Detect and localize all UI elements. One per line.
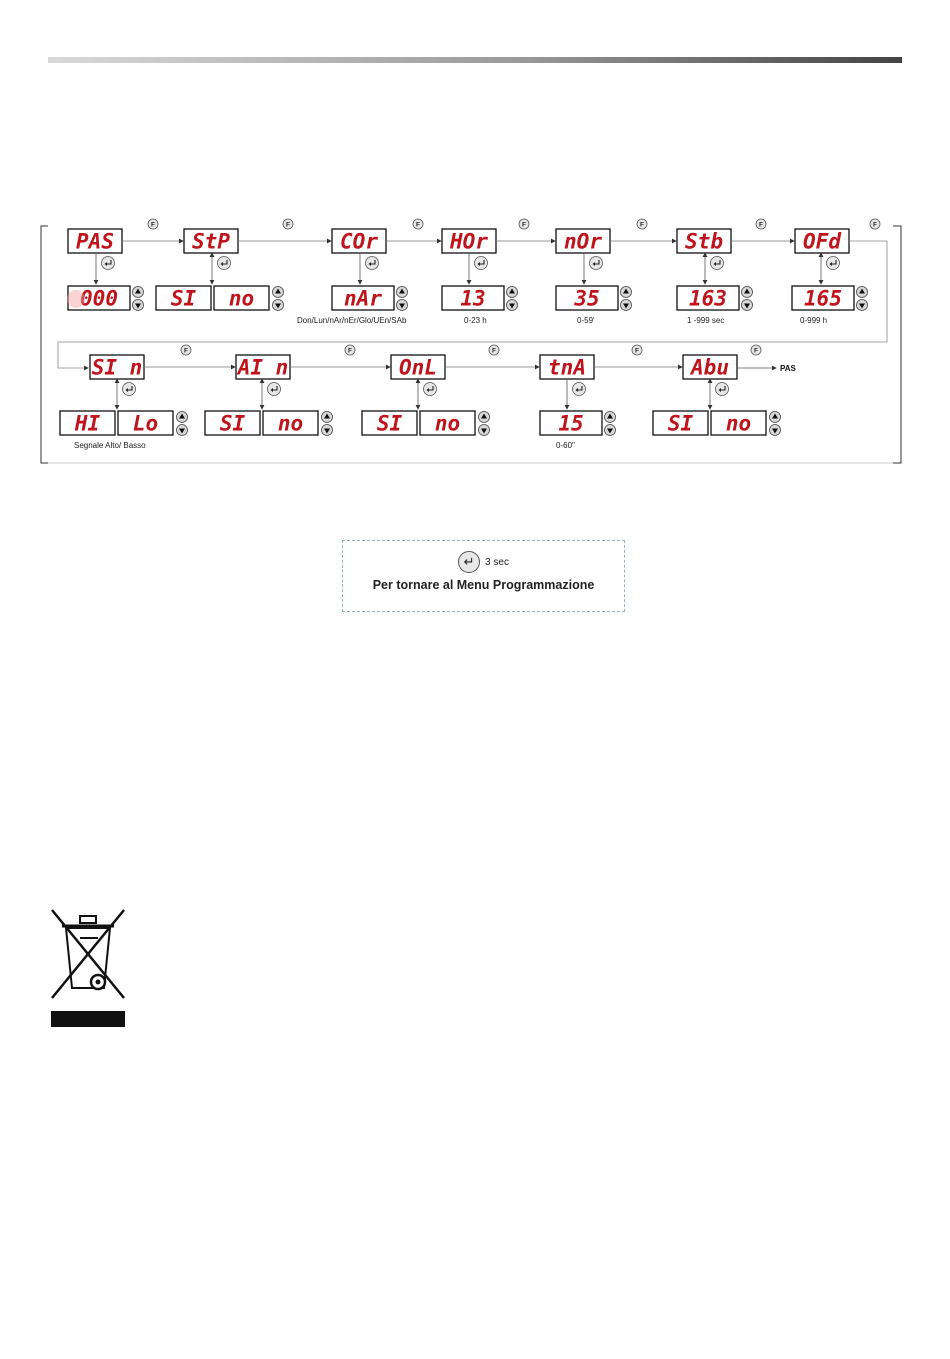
param-abu-value-1: no xyxy=(725,411,752,436)
param-stp-value-1: no xyxy=(228,286,255,311)
end-label-pas: PAS xyxy=(780,364,796,373)
param-hor-range-label: 0-23 h xyxy=(464,316,487,325)
param-nor-range-label: 0-59' xyxy=(577,316,595,325)
param-tna-range-label: 0-60" xyxy=(556,441,575,450)
param-tna-value-0: 15 xyxy=(558,411,584,436)
param-abu-value-0: SI xyxy=(667,411,694,436)
param-hor-value-0: 13 xyxy=(460,286,486,311)
param-ofd-f-key-icon-label: F xyxy=(873,221,877,229)
param-tna-f-key-icon-label: F xyxy=(635,347,639,355)
blink-indicator xyxy=(67,290,85,308)
param-si-n-value-0: HI xyxy=(74,411,101,436)
param-pas-f-key-icon-label: F xyxy=(151,221,155,229)
hold-duration: 3 sec xyxy=(485,556,509,568)
param-stb-enter-icon xyxy=(711,257,724,270)
param-cor-enter-icon xyxy=(366,257,379,270)
param-onl-enter-icon xyxy=(424,383,437,396)
param-cor-value-0: nAr xyxy=(344,286,382,311)
param-onl-value-1: no xyxy=(434,411,461,436)
param-nor-enter-icon xyxy=(590,257,603,270)
programming-menu-diagram xyxy=(0,0,950,520)
param-si-n-code: SI n xyxy=(91,355,143,380)
param-nor-code: nOr xyxy=(564,229,602,254)
weee-bin-icon xyxy=(50,908,126,1028)
param-abu-enter-icon xyxy=(716,383,729,396)
param-si-n-range-label: Segnale Alto/ Basso xyxy=(74,441,146,450)
param-ai-n-enter-icon xyxy=(268,383,281,396)
param-ofd-enter-icon xyxy=(827,257,840,270)
param-stp-f-key-icon-label: F xyxy=(286,221,290,229)
param-stp-enter-icon xyxy=(218,257,231,270)
param-pas-enter-icon xyxy=(102,257,115,270)
param-si-n-enter-icon xyxy=(123,383,136,396)
param-ai-n-value-0: SI xyxy=(219,411,246,436)
param-ofd-range-label: 0-999 h xyxy=(800,316,828,325)
param-ai-n-code: AI n xyxy=(237,355,289,380)
param-stb-code: Stb xyxy=(685,229,723,254)
param-stp-value-0: SI xyxy=(170,286,197,311)
return-info-box xyxy=(342,540,625,612)
param-pas-value-0: 000 xyxy=(80,286,118,311)
param-ofd-code: OFd xyxy=(803,229,841,254)
param-stb-range-label: 1 -999 sec xyxy=(687,316,725,325)
param-ofd-value-0: 165 xyxy=(804,286,842,311)
param-stp-code: StP xyxy=(192,229,230,254)
param-stb-value-0: 163 xyxy=(689,286,727,311)
param-onl-code: OnL xyxy=(399,355,437,380)
param-ai-n-f-key-icon-label: F xyxy=(348,347,352,355)
param-tna-code: tnA xyxy=(548,355,586,380)
param-abu-code: Abu xyxy=(691,355,729,380)
param-si-n-value-1: Lo xyxy=(132,411,159,436)
param-si-n-f-key-icon-label: F xyxy=(184,347,188,355)
param-hor-code: HOr xyxy=(450,229,488,254)
param-onl-value-0: SI xyxy=(376,411,403,436)
param-pas-code: PAS xyxy=(76,229,114,254)
param-cor-code: COr xyxy=(340,229,378,254)
param-nor-value-0: 35 xyxy=(574,286,600,311)
param-hor-enter-icon xyxy=(475,257,488,270)
param-nor-f-key-icon-label: F xyxy=(640,221,644,229)
param-hor-f-key-icon-label: F xyxy=(522,221,526,229)
param-onl-f-key-icon-label: F xyxy=(492,347,496,355)
param-stb-f-key-icon-label: F xyxy=(759,221,763,229)
param-cor-f-key-icon-label: F xyxy=(416,221,420,229)
param-ai-n-value-1: no xyxy=(277,411,304,436)
enter-key-icon: ↵ xyxy=(458,551,480,573)
param-cor-range-label: Don/Lun/nAr/nEr/Glo/UEn/SAb xyxy=(297,316,407,325)
param-tna-enter-icon xyxy=(573,383,586,396)
param-abu-f-key-icon-label: F xyxy=(754,347,758,355)
return-message: Per tornare al Menu Programmazione xyxy=(372,578,595,592)
